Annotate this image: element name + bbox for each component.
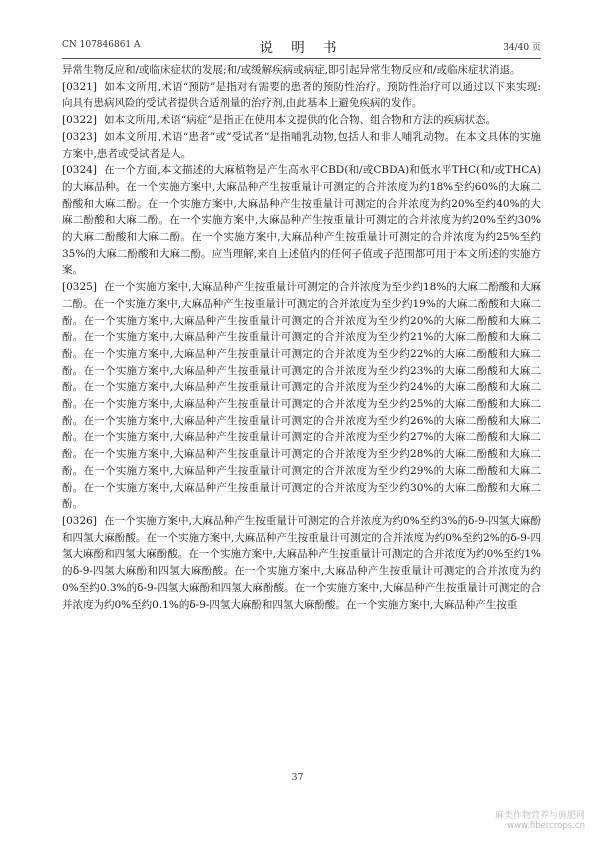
page-counter: 34/40 页 xyxy=(503,43,541,53)
paragraph-text: 如本文所用,术语“预防”是指对有需要的患者的预防性治疗。预防性治疗可以通过以下来实现:向具有患病风险的受试者提供合适剂量的治疗剂,由此基本上避免疾病的发作。 xyxy=(62,80,541,110)
paragraph-text: 在一个实施方案中,大麻品种产生按重量计可测定的合并浓度为至少约18%的大麻二酚酸和大麻二酚。在一个实施方案中,大麻品种产生按重量计可测定的合并浓度为至少约19%的大麻二酚酸和大麻二酚。在一个实施方案中,大麻品种产生按重量计可测定的合并浓度为至少约20%的大麻二酚酸和大麻二酚。在一个实施方案中,大麻品种产生按重量计可测定的合并浓度为至少约21%的大麻二酚酸和大麻二酚。在一个实施方案中,大麻品种产生按重量计可测定的合并浓度为至少约22%的大麻二酚酸和大麻二酚。在一个实施方案中,大麻品种产生按重量计可测定的合并浓度为至少约23%的大麻二酚酸和大麻二酚。在一个实施方案中,大麻品种产生按重量计可测定的合并浓度为至少约24%的大麻二酚酸和大麻二酚。在一个实施方案中,大麻品种产生按重量计可测定的合并浓度为至少约25%的大麻二酚酸和大麻二酚。在一个实施方案中,大麻品种产生按重量计可测定的合并浓度为至少约26%的大麻二酚酸和大麻二酚。在一个实施方案中,大麻品种产生按重量计可测定的合并浓度为至少约27%的大麻二酚酸和大麻二酚。在一个实施方案中,大麻品种产生按重量计可测定的合并浓度为至少约28%的大麻二酚酸和大麻二酚。在一个实施方案中,大麻品种产生按重量计可测定的合并浓度为至少约29%的大麻二酚酸和大麻二酚。在一个实施方案中,大麻品种产生按重量计可测定的合并浓度为至少约30%的大麻二酚酸和大麻二酚。 xyxy=(62,281,541,511)
patent-number: CN 107846861 A xyxy=(62,40,141,50)
paragraph-0322 xyxy=(62,112,541,129)
paragraph-number: [0321] xyxy=(62,80,97,93)
paragraph-0321 xyxy=(62,79,541,112)
paragraph-0323 xyxy=(62,129,541,162)
paragraph-text: 在一个实施方案中,大麻品种产生按重量计可测定的合并浓度为约0%至约3%的δ-9-四氢大麻酚和四氢大麻酚酸。在一个实施方案中,大麻品种产生按重量计可测定的合并浓度为约0%至约2%的δ-9-四氢大麻酚和四氢大麻酚酸。在一个实施方案中,大麻品种产生按重量计可测定的合并浓度为约0%至约1%的δ-9-四氢大麻酚和四氢大麻酚酸。在一个实施方案中,大麻品种产生按重量计可测定的合并浓度为约0%至约0.3%的δ-9-四氢大麻酚和四氢大麻酚酸。在一个实施方案中,大麻品种产生按重量计可测定的合并浓度为约0%至约0.1%的δ-9-四氢大麻酚和四氢大麻酚酸。在一个实施方案中,大麻品种产生按重 xyxy=(62,514,541,611)
watermark-site-name: 麻类作物营养与施肥网 xyxy=(494,811,585,821)
watermark-url: www.fibercrops.cn xyxy=(507,821,585,831)
paragraph-0324 xyxy=(62,162,541,279)
paragraph-text: 如本文所用,术语“病症”是指正在使用本文提供的化合物、组合物和方法的疾病状态。 xyxy=(104,114,497,127)
paragraph-continued xyxy=(62,62,541,79)
paragraph-number: [0326] xyxy=(62,514,97,527)
paragraph-number: [0323] xyxy=(62,130,97,143)
document-title: 说 明 书 xyxy=(259,40,344,56)
paragraph-text: 在一个方面,本文描述的大麻植物是产生高水平CBD(和/或CBDA)和低水平THC(和/或THCA)的大麻品种。在一个实施方案中,大麻品种产生按重量计可测定的合并浓度为约18%至约60%的大麻二酚酸和大麻二酚。在一个实施方案中,大麻品种产生按重量计可测定的合并浓度为约20%至约40%的大麻二酚酸和大麻二酚。在一个实施方案中,大麻品种产生按重量计可测定的合并浓度为约20%至约30%的大麻二酚酸和大麻二酚。在一个实施方案中,大麻品种产生按重量计可测定的合并浓度为约25%至约35%的大麻二酚酸和大麻二酚。应当理解,来自上述值内的任何子值或子范围都可用于本文所述的实施方案。 xyxy=(62,164,541,277)
watermark xyxy=(495,808,585,831)
paragraph-number: [0325] xyxy=(62,281,97,294)
page-number: 37 xyxy=(291,772,304,783)
document-body xyxy=(62,62,541,613)
paragraph-number: [0322] xyxy=(62,114,97,127)
page-header xyxy=(62,36,541,54)
paragraph-0325 xyxy=(62,279,541,513)
paragraph-text: 如本文所用,术语“患者”或“受试者”是指哺乳动物,包括人和非人哺乳动物。在本文具体的实施方案中,患者或受试者是人。 xyxy=(62,130,541,160)
paragraph-number: [0324] xyxy=(62,164,97,177)
paragraph-text: 异常生物反应和/或临床症状的发展;和/或缓解疾病或病症,即引起异常生物反应和/或临床症状消退。 xyxy=(62,64,521,76)
header-divider xyxy=(62,58,541,59)
paragraph-0326 xyxy=(62,513,541,613)
